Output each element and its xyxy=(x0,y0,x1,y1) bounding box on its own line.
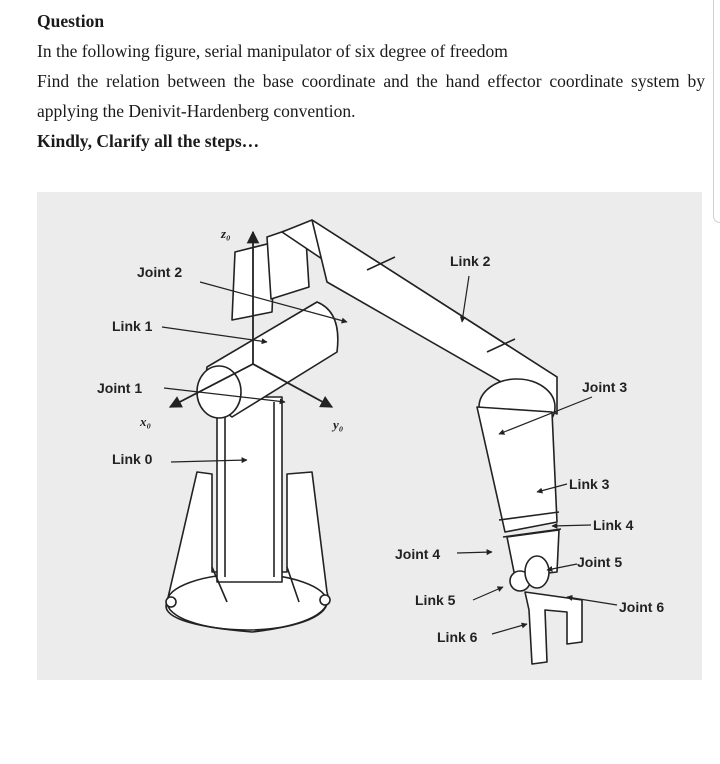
question-line-3: applying the Denivit-Hardenberg convention. xyxy=(37,101,356,121)
link0-label: Link 0 xyxy=(112,451,153,467)
x0-label: x₀ xyxy=(140,414,152,429)
joint6-label: Joint 6 xyxy=(619,599,665,615)
joint5-label: Joint 5 xyxy=(577,554,623,570)
joint3-label: Joint 3 xyxy=(582,379,628,395)
manipulator-figure xyxy=(37,192,702,680)
base-bolt-right xyxy=(320,595,330,605)
link6-label: Link 6 xyxy=(437,629,478,645)
question-title: Question xyxy=(37,11,105,31)
question-line-2: Find the relation between the base coordinate and the hand effector coordinate system by xyxy=(37,71,705,91)
page-scroll-edge xyxy=(713,0,720,223)
joint2-label: Joint 2 xyxy=(137,264,183,280)
question-line-4: Kindly, Clarify all the steps… xyxy=(37,131,260,151)
link3-label: Link 3 xyxy=(569,476,610,492)
column xyxy=(217,397,282,582)
question-block xyxy=(37,6,705,156)
joint4-label: Joint 4 xyxy=(395,546,441,562)
link5-label: Link 5 xyxy=(415,592,456,608)
y0-label: y₀ xyxy=(333,417,344,432)
link1-label: Link 1 xyxy=(112,318,153,334)
joint1-label: Joint 1 xyxy=(97,380,143,396)
base-bolt-left xyxy=(166,597,176,607)
z0-label: z₀ xyxy=(221,226,231,241)
question-line-1: In the following figure, serial manipulator of six degree of freedom xyxy=(37,41,508,61)
link4-label: Link 4 xyxy=(593,517,634,533)
link2-label: Link 2 xyxy=(450,253,491,269)
